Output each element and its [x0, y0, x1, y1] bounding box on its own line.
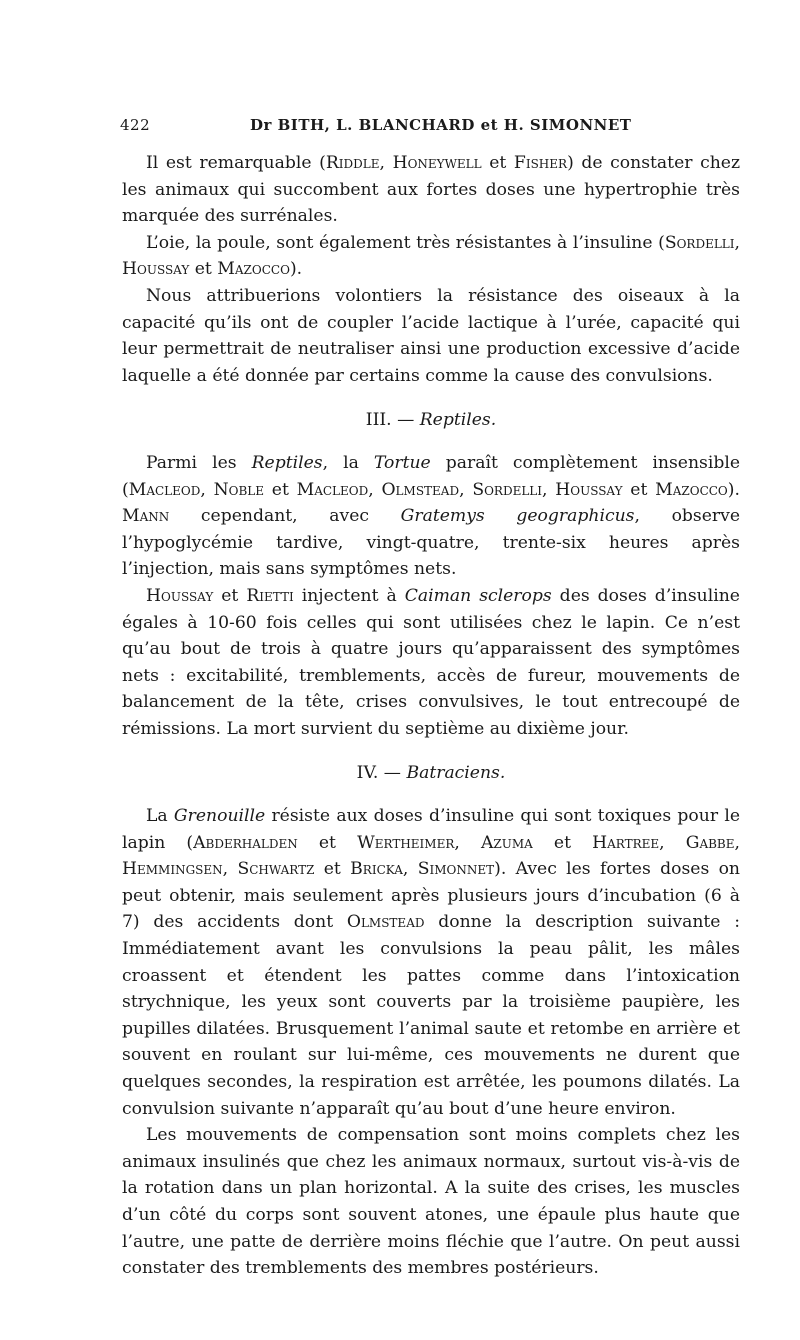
text-run: La — [146, 806, 174, 827]
italic-term: Gratemys geographicus — [400, 506, 635, 527]
text-run: , — [459, 479, 473, 500]
italic-term: Reptiles. — [419, 410, 497, 431]
author-name: Houssay — [146, 585, 214, 606]
text-run: , — [454, 832, 481, 853]
author-name: Olmstead — [381, 479, 460, 500]
text-run: , observe l’hypoglycémie tardive, vingt-quatre, trente-six heures après l’injection, mais sans symptômes nets. — [122, 506, 741, 580]
text-run: injectent à — [293, 585, 405, 606]
paragraph — [122, 1122, 740, 1282]
italic-term: Reptiles — [251, 452, 323, 473]
author-name: Bricka — [350, 859, 403, 880]
paragraph — [122, 583, 740, 743]
running-head: Dr BITH, L. BLANCHARD et H. SIMONNET — [250, 116, 632, 134]
author-name: Houssay — [555, 479, 623, 500]
paragraph — [122, 803, 740, 1122]
text-run: Nous attribuerions volontiers la résistance des oiseaux à la capacité qu’ils ont de coupler l’acide lactique à l’urée, capacité qui leur permettrait de neutraliser ainsi une production excessive d’acide laquelle a été donnée par certains comme la cause des convulsions. — [122, 285, 740, 386]
text-run: résiste aux doses d’insuline qui sont toxiques pour le lapin ( — [122, 806, 740, 853]
text-run: , — [379, 153, 393, 173]
author-name: Hemmingsen — [122, 859, 223, 880]
page-number: 422 — [120, 116, 151, 134]
text-run: et — [264, 479, 297, 500]
text-run: et — [297, 832, 358, 853]
author-name: Houssay — [122, 259, 190, 280]
author-name: Simonnet — [417, 859, 495, 880]
author-name: Rietti — [246, 585, 294, 606]
text-run: , — [200, 479, 214, 500]
text-run: ) de constater chez les animaux qui succombent aux fortes doses une hypertrophie très marquée des surrénales. — [122, 153, 740, 227]
author-name: Honeywell — [392, 153, 482, 173]
text-run: et — [314, 859, 351, 880]
author-name: Azuma — [480, 832, 533, 853]
author-name: Olmstead — [346, 912, 425, 933]
page-header — [120, 116, 735, 138]
section-heading-reptiles — [122, 407, 740, 434]
text-run: , — [734, 832, 740, 853]
author-name: Noble — [213, 479, 265, 500]
author-name: Sordelli — [664, 232, 735, 253]
italic-term: Tortue — [373, 452, 431, 473]
author-name: Abderhalden — [193, 832, 298, 853]
text-run: et — [213, 585, 247, 606]
paragraph — [122, 150, 740, 230]
italic-term: Caiman sclerops — [404, 585, 552, 606]
author-name: Mazocco — [655, 479, 728, 500]
text-run: ). — [289, 259, 303, 280]
text-run: Parmi les — [146, 452, 252, 473]
author-name: Schwartz — [237, 859, 315, 880]
section-heading-batraciens — [122, 760, 740, 787]
text-run: ). — [727, 479, 740, 500]
author-name: Wertheimer — [357, 832, 455, 853]
text-run: cependant, avec — [169, 506, 401, 527]
paragraph — [122, 283, 740, 389]
author-name: Macleod — [128, 479, 201, 500]
author-name: Riddle — [325, 153, 380, 173]
paragraph — [122, 230, 740, 283]
body-text — [122, 150, 740, 1282]
text-run: III. — — [365, 410, 420, 431]
text-run: , — [659, 832, 686, 853]
text-run: , — [402, 859, 418, 880]
text-run: donne la description suivante : Immédiatement avant les convulsions la peau pâlit, les mâles croassent et étendent les pattes comme dans l’intoxication strychnique, les yeux sont couverts par la troisième paupière, les pupilles dilatées. Brusquement l’animal saute et retombe en arrière et souvent en roulant sur lui-même, ces mouvements ne durent que quelques secondes, la respiration est arrêtée, les poumons dilatés. La convulsion suivante n’apparaît qu’au bout d’une heure environ. — [122, 912, 740, 1119]
text-run: Les mouvements de compensation sont moins complets chez les animaux insulinés que chez les animaux normaux, surtout vis-à-vis de la rotation dans un plan horizontal. A la suite des crises, les muscles d’un côté du corps sont souvent atones, une épaule plus haute que l’autre, une patte de derrière moins fléchie que l’autre. On peut aussi constater des tremblements des membres postérieurs. — [122, 1125, 740, 1279]
author-name: Fisher — [513, 153, 568, 173]
author-name: Gabbe — [685, 832, 735, 853]
text-run: , — [542, 479, 556, 500]
paragraph — [122, 450, 740, 583]
text-run: et — [481, 153, 514, 173]
text-run: Il est remarquable ( — [146, 153, 326, 173]
text-run: et — [532, 832, 593, 853]
text-run: , — [368, 479, 382, 500]
author-name: Mann — [122, 506, 170, 527]
text-run: , — [734, 232, 740, 253]
text-run: des doses d’insuline égales à 10-60 fois celles qui sont utilisées chez le lapin. Ce n’est qu’au bout de trois à quatre jours qu’apparaissent des symptômes nets : excitabilité, tremblements, accès de fureur, mouvements de balancement de la tête, crises convulsives, le tout entrecoupé de rémissions. La mort survient du septième au dixième jour. — [122, 585, 740, 739]
italic-term: Grenouille — [173, 806, 266, 827]
text-run: L’oie, la poule, sont également très résistantes à l’insuline ( — [146, 232, 665, 253]
author-name: Hartree — [592, 832, 660, 853]
author-name: Macleod — [296, 479, 369, 500]
text-run: IV. — — [356, 763, 407, 784]
author-name: Sordelli — [472, 479, 543, 500]
text-run: paraît complètement insensible ( — [122, 452, 740, 500]
text-run: , la — [322, 452, 374, 473]
author-name: Mazocco — [217, 259, 290, 280]
text-run: et — [189, 259, 218, 280]
text-run: ). Avec les fortes doses on peut obtenir, mais seulement après plusieurs jours d’incubation (6 à 7) des accidents dont — [122, 859, 740, 933]
italic-term: Batraciens. — [406, 763, 506, 784]
text-run: , — [222, 859, 238, 880]
text-run: et — [622, 479, 656, 500]
